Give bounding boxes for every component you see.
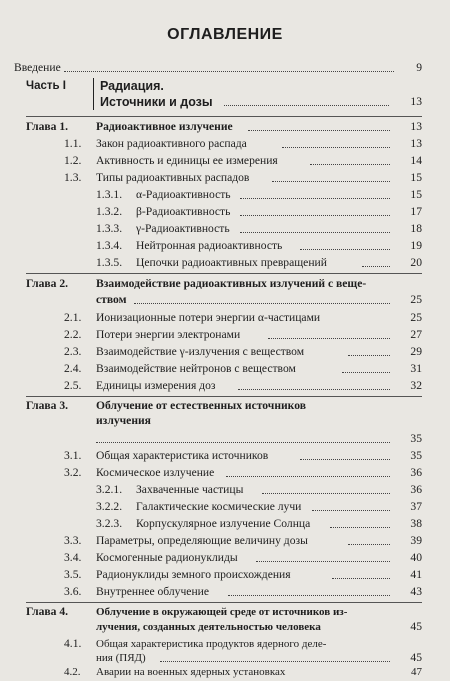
dot-leader [240,187,390,199]
toc-section [0,584,450,600]
chapter-title: Радиоактивное излучение [96,120,233,133]
toc-chapter-4 [0,604,450,620]
chapter-title-line1: Взаимодействие радиоактивных излучений с веще- [96,277,367,290]
section-number: 1.2. [64,154,82,167]
entry-page: 39 [410,534,422,547]
section-title: Взаимодействие нейтронов с веществом [96,362,296,375]
section-title: Типы радиоактивных распадов [96,171,250,184]
entry-page: 38 [410,517,422,530]
entry-page: 20 [410,256,422,269]
section-title: Потери энергии электронами [96,328,241,341]
section-title: Взаимодействие γ-излучения с веществом [96,345,305,358]
chapter-title-line2: излучения [96,414,151,427]
section-title-line1: Общая характеристика продуктов ядерного деле- [96,638,327,650]
dot-leader [248,119,390,131]
chapter-label: Глава 1. [26,120,69,133]
toc-subsection [0,187,450,203]
section-number: 1.3.3. [96,222,123,235]
section-title: Активность и единицы ее измерения [96,154,278,167]
section-title: γ-Радиоактивность [136,222,230,235]
entry-page: 13 [410,95,422,108]
section-number: 2.1. [64,311,82,324]
section-number: 2.2. [64,328,82,341]
section-title: Корпускулярное излучение Солнца [136,517,311,530]
dot-leader [300,238,390,250]
section-number: 2.5. [64,379,82,392]
entry-page: 19 [410,239,422,252]
section-title: Аварии на военных ядерных установках [96,666,286,678]
section-number: 3.2.2. [96,500,123,513]
section-number: 1.3.2. [96,205,123,218]
section-number: 1.1. [64,137,82,150]
toc-subsection [0,499,450,515]
toc-subsection [0,221,450,237]
section-title: Космогенные радионуклиды [96,551,238,564]
toc-section [0,136,450,152]
dot-leader [240,204,390,216]
section-number: 3.2. [64,466,82,479]
chapter-title-line2: ством [96,293,127,306]
chapter-label: Глава 2. [26,277,69,290]
entry-page: 45 [410,620,422,633]
toc-title: ОГЛАВЛЕНИЕ [167,26,283,43]
entry-page: 41 [410,568,422,581]
section-title: Галактические космические лучи [136,500,302,513]
section-title: α-Радиоактивность [136,188,231,201]
section-title: Закон радиоактивного распада [96,137,247,150]
entry-page: 47 [411,666,422,678]
entry-page: 18 [410,222,422,235]
toc-part-1-line2 [0,94,450,110]
divider [26,396,422,397]
entry-page: 13 [410,120,422,133]
section-number: 4.2. [64,666,81,678]
section-title: Космическое излучение [96,466,215,479]
divider [26,273,422,274]
toc-subsection [0,255,450,271]
section-number: 1.3.1. [96,188,123,201]
toc-section [0,378,450,394]
toc-section [0,327,450,343]
dot-leader [300,448,390,460]
chapter-label: Глава 4. [26,605,69,618]
section-title-line2: ния (ПЯД) [96,652,146,664]
entry-page: 15 [410,171,422,184]
entry-page: 25 [410,311,422,324]
dot-leader [238,378,390,390]
dot-leader [64,60,394,72]
section-number: 4.1. [64,637,82,650]
toc-section [0,465,450,481]
dot-leader [96,431,390,443]
part-title-line1: Радиация. [100,79,164,93]
section-title: Нейтронная радиоактивность [136,239,283,252]
dot-leader [310,153,390,165]
entry-page: 31 [410,362,422,375]
dot-leader [160,650,390,662]
toc-subsection [0,204,450,220]
section-number: 3.3. [64,534,82,547]
section-number: 3.4. [64,551,82,564]
toc-chapter-2 [0,276,450,292]
toc-chapter-2-line2 [0,292,450,308]
toc-section [0,448,450,464]
toc-part-1 [0,78,450,94]
dot-leader [228,584,390,596]
toc-section [0,153,450,169]
section-title: Единицы измерения доз [96,379,216,392]
toc-chapter-3-line2 [0,413,450,429]
section-number: 1.3.5. [96,256,123,269]
chapter-title-line2: лучения, созданных деятельностью человека [96,621,321,633]
dot-leader [262,482,390,494]
dot-leader [134,292,390,304]
entry-page: 37 [410,500,422,513]
dot-leader [282,136,390,148]
divider [26,602,422,603]
section-number: 2.3. [64,345,82,358]
entry-page: 17 [410,205,422,218]
entry-page: 15 [410,188,422,201]
dot-leader [226,465,390,477]
section-title: β-Радиоактивность [136,205,231,218]
divider [26,116,422,117]
entry-text: Введение [14,61,61,74]
toc-section [0,550,450,566]
toc-subsection [0,482,450,498]
entry-page: 35 [410,432,422,445]
toc-section [0,567,450,583]
section-title: Цепочки радиоактивных превращений [136,256,327,269]
dot-leader [240,221,390,233]
toc-section [0,664,450,680]
section-number: 1.3. [64,171,82,184]
toc-subsection [0,238,450,254]
section-number: 3.2.1. [96,483,123,496]
toc-entry-intro [0,60,450,76]
section-title: Ионизационные потери энергии α-частицами [96,311,321,324]
dot-leader [224,94,389,106]
entry-page: 25 [410,293,422,306]
dot-leader [256,550,390,562]
toc-section [0,344,450,360]
entry-page: 29 [410,345,422,358]
toc-section [0,170,450,186]
section-title: Общая характеристика источников [96,449,269,462]
toc-section [0,310,450,326]
section-number: 3.6. [64,585,82,598]
entry-page: 36 [410,483,422,496]
section-title: Захваченные частицы [136,483,244,496]
toc-section [0,533,450,549]
toc-chapter-3 [0,398,450,414]
entry-page: 32 [410,379,422,392]
toc-chapter-1 [0,119,450,135]
dot-leader [312,499,390,511]
toc-chapter-4-line2 [0,619,450,635]
part-label: Часть I [26,80,66,92]
dot-leader [268,327,390,339]
section-number: 3.1. [64,449,82,462]
section-title: Радионуклиды земного происхождения [96,568,291,581]
entry-page: 45 [410,651,422,664]
section-number: 3.5. [64,568,82,581]
entry-page: 9 [416,61,422,74]
toc-subsection [0,516,450,532]
entry-page: 36 [410,466,422,479]
section-number: 3.2.3. [96,517,123,530]
section-title: Внутреннее облучение [96,585,210,598]
entry-page: 13 [410,137,422,150]
section-number: 2.4. [64,362,82,375]
dot-leader [272,170,390,182]
section-number: 1.3.4. [96,239,123,252]
entry-page: 35 [410,449,422,462]
toc-chapter-3-page [0,431,450,447]
entry-page: 40 [410,551,422,564]
entry-page: 14 [410,154,422,167]
toc-section [0,361,450,377]
chapter-title-line1: Облучение в окружающей среде от источников из- [96,606,348,618]
chapter-label: Глава 3. [26,399,69,412]
entry-page: 27 [410,328,422,341]
section-title: Параметры, определяющие величину дозы [96,534,308,547]
chapter-title-line1: Облучение от естественных источников [96,399,306,412]
entry-page: 43 [410,585,422,598]
part-title-line2: Источники и дозы [100,95,213,109]
